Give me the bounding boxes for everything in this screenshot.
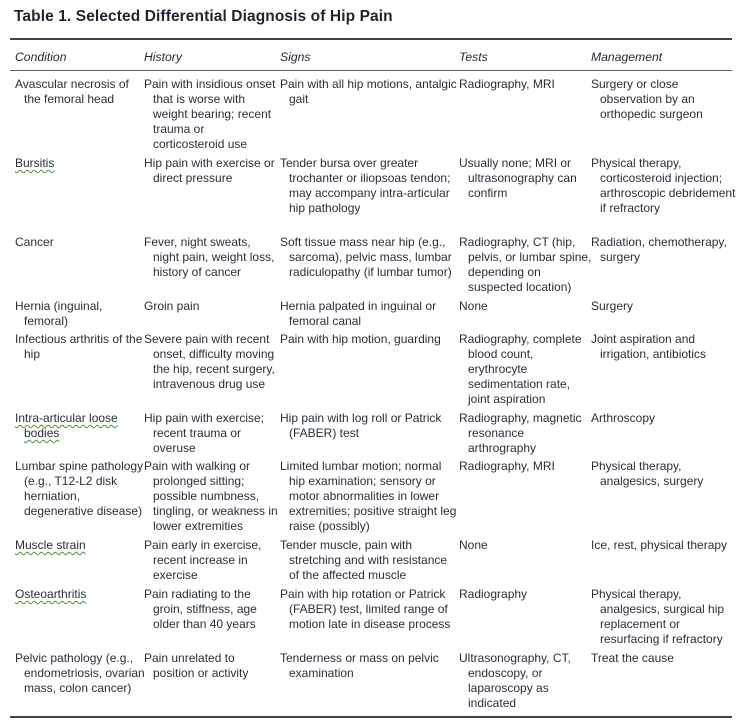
header-history: History — [144, 50, 182, 64]
management-cell: Arthroscopy — [591, 411, 656, 425]
history-cell: Pain with insidious onset that is worse with weight bearing; recent trauma or corticosteroid use — [144, 77, 276, 152]
condition-text: Bursitis — [15, 156, 55, 170]
tests-cell: Radiography, complete blood count, erythrocyte sedimentation rate, joint aspiration — [459, 332, 582, 407]
header-rule — [10, 70, 732, 71]
table-title: Table 1. Selected Differential Diagnosis of Hip Pain — [14, 8, 393, 25]
history-cell: Severe pain with recent onset, difficulty moving the hip, recent surgery, intravenous drug use — [144, 332, 275, 392]
signs-cell: Tender bursa over greater trochanter or iliopsoas tendon; may accompany intra-articular hip pathology — [280, 156, 451, 216]
header-tests: Tests — [459, 50, 488, 64]
tests-cell: Radiography, magnetic resonance arthrography — [459, 411, 582, 456]
condition-cell — [15, 77, 146, 107]
condition-cell — [15, 299, 146, 329]
condition-text: Infectious arthritis of the hip — [15, 332, 143, 362]
management-cell: Physical therapy, corticosteroid injection; arthroscopic debridement if refractory — [591, 156, 736, 216]
condition-cell — [15, 235, 146, 250]
condition-cell — [15, 651, 146, 696]
history-cell: Pain radiating to the groin, stiffness, age older than 40 years — [144, 587, 257, 632]
condition-text: Lumbar spine pathology (e.g., T12-L2 disk herniation, degenerative disease) — [15, 459, 144, 519]
signs-cell: Soft tissue mass near hip (e.g., sarcoma), pelvic mass, lumbar radiculopathy (if lumbar tumor) — [280, 235, 452, 280]
header-management: Management — [591, 50, 663, 64]
signs-cell: Hernia palpated in inguinal or femoral canal — [280, 299, 437, 329]
condition-text: Avascular necrosis of the femoral head — [15, 77, 129, 107]
condition-cell — [15, 587, 146, 602]
management-cell: Surgery — [591, 299, 634, 313]
signs-cell: Hip pain with log roll or Patrick (FABER) test — [280, 411, 442, 441]
tests-cell: Radiography — [459, 587, 528, 601]
bottom-rule — [10, 716, 732, 718]
signs-cell: Pain with all hip motions, antalgic gait — [280, 77, 457, 107]
header-signs: Signs — [280, 50, 311, 64]
management-cell: Treat the cause — [591, 651, 674, 665]
table-header — [0, 50, 740, 68]
condition-cell — [15, 411, 146, 441]
management-cell: Joint aspiration and irrigation, antibiotics — [591, 332, 707, 362]
history-cell: Pain unrelated to position or activity — [144, 651, 249, 681]
tests-cell: Radiography, CT (hip, pelvis, or lumbar spine, depending on suspected location) — [459, 235, 592, 295]
tests-cell: Usually none; MRI or ultrasonography can confirm — [459, 156, 577, 201]
header-condition: Condition — [15, 50, 67, 64]
management-cell: Ice, rest, physical therapy — [591, 538, 728, 552]
tests-cell: Radiography, MRI — [459, 459, 555, 473]
management-cell: Physical therapy, analgesics, surgical hip replacement or resurfacing if refractory — [591, 587, 725, 647]
condition-text: Muscle strain — [15, 538, 86, 552]
history-cell: Pain with walking or prolonged sitting; possible numbness, tingling, or weakness in lower extremities — [144, 459, 278, 534]
condition-cell — [15, 156, 146, 171]
condition-cell — [15, 459, 146, 519]
tests-cell: None — [459, 538, 488, 552]
management-cell: Radiation, chemotherapy, surgery — [591, 235, 727, 265]
tests-cell: Radiography, MRI — [459, 77, 555, 91]
signs-cell: Tenderness or mass on pelvic examination — [280, 651, 439, 681]
tests-cell: None — [459, 299, 488, 313]
history-cell: Fever, night sweats, night pain, weight loss, history of cancer — [144, 235, 275, 280]
signs-cell: Tender muscle, pain with stretching and with resistance of the affected muscle — [280, 538, 448, 583]
signs-cell: Limited lumbar motion; normal hip examination; sensory or motor abnormalities in lower extremities; positive straight leg raise (possibly) — [280, 459, 457, 534]
history-cell: Hip pain with exercise or direct pressure — [144, 156, 275, 186]
condition-cell — [15, 538, 146, 553]
condition-cell — [15, 332, 146, 362]
condition-text: Hernia (inguinal, femoral) — [15, 299, 103, 329]
management-cell: Physical therapy, analgesics, surgery — [591, 459, 704, 489]
history-cell: Pain early in exercise, recent increase in exercise — [144, 538, 262, 583]
condition-text: Osteoarthritis — [15, 587, 87, 601]
top-rule — [10, 38, 732, 40]
history-cell: Hip pain with exercise; recent trauma or overuse — [144, 411, 265, 456]
signs-cell: Pain with hip motion, guarding — [280, 332, 441, 346]
history-cell: Groin pain — [144, 299, 200, 313]
condition-text: Intra-articular loose bodies — [15, 411, 118, 441]
tests-cell: Ultrasonography, CT, endoscopy, or laparoscopy as indicated — [459, 651, 571, 711]
condition-text: Cancer — [15, 235, 54, 249]
management-cell: Surgery or close observation by an orthopedic surgeon — [591, 77, 703, 122]
condition-text: Pelvic pathology (e.g., endometriosis, ovarian mass, colon cancer) — [15, 651, 145, 696]
signs-cell: Pain with hip rotation or Patrick (FABER) test, limited range of motion late in disease process — [280, 587, 451, 632]
